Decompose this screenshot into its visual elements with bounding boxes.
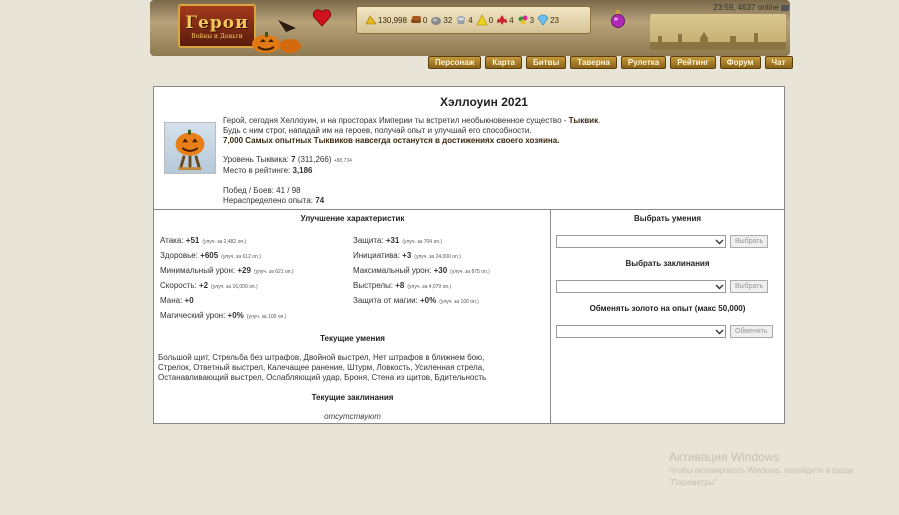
upgrade-link[interactable]: (улуч. за 24,000 оп.)	[414, 254, 461, 260]
upgrade-title: Улучшение характеристик	[300, 214, 405, 223]
stat-label: Инициатива:	[353, 251, 403, 260]
chevron-down-icon	[715, 282, 724, 291]
unassigned-value: 74	[315, 196, 325, 205]
activation-line-1: Чтобы активировать Windows, перейдите в разде	[669, 466, 854, 475]
exchange-select[interactable]	[556, 325, 726, 338]
level-delta: +88,734	[333, 158, 352, 164]
stat-value: +3	[402, 251, 412, 260]
stat-attack	[160, 236, 246, 245]
resource-mercury	[455, 14, 472, 26]
stat-label: Атака:	[160, 236, 186, 245]
stat-value: +0%	[227, 311, 244, 320]
mercury-icon	[455, 14, 467, 26]
stat-value: +0	[184, 296, 194, 305]
upgrade-link[interactable]: (улуч. за 612 оп.)	[221, 254, 261, 260]
creature-level	[223, 155, 523, 166]
resource-mercury-value: 4	[468, 15, 473, 25]
nav-roulette[interactable]: Рулетка	[621, 56, 666, 69]
resource-diamond-value: 23	[550, 15, 559, 25]
resource-gold	[365, 14, 407, 26]
stat-label: Здоровье:	[160, 251, 201, 260]
resource-crystal-value: 4	[509, 15, 514, 25]
rank-label: Место в рейтинге:	[223, 166, 293, 175]
choose-skills-title: Выбрать умения	[633, 214, 702, 223]
windows-activation-title: Активация Windows	[669, 450, 780, 464]
main-nav	[428, 56, 793, 70]
stat-label: Мана:	[160, 296, 185, 305]
skills-select[interactable]	[556, 235, 726, 248]
sulfur-icon	[476, 14, 488, 26]
stat-value: +8	[395, 281, 405, 290]
resource-wood	[410, 14, 427, 26]
resource-gems	[517, 14, 534, 26]
upgrade-link[interactable]: (улуч. за 100 оп.)	[439, 299, 479, 305]
gold-icon	[365, 14, 377, 26]
stat-value: +31	[385, 236, 400, 245]
nav-character[interactable]: Персонаж	[428, 56, 481, 69]
stat-min-damage	[160, 266, 294, 275]
stat-magic-defense	[353, 296, 479, 305]
skills-line-2: Стрелок, Ответный выстрел, Калечащее ранение, Штурм, Ловкость, Усиленная стрела,	[158, 363, 485, 372]
upgrade-link[interactable]: (улуч. за 875 оп.)	[450, 269, 490, 275]
online-icon[interactable]	[781, 5, 789, 11]
upgrade-link[interactable]: (улуч. за 16,000 оп.)	[211, 284, 258, 290]
stat-value: +605	[200, 251, 219, 260]
pumpkins-icon	[248, 18, 308, 54]
stat-shots	[353, 281, 451, 290]
stat-mana	[160, 296, 194, 305]
choose-skill-button[interactable]: Выбрать	[730, 235, 768, 248]
stat-value: +2	[199, 281, 209, 290]
game-header	[150, 0, 790, 72]
description-line-2: Будь с ним строг, нападай им на героев, получай опыт и улучшай его способности.	[223, 126, 532, 135]
resource-crystal	[496, 14, 513, 26]
level-value: 7	[291, 155, 296, 164]
nav-rating[interactable]: Рейтинг	[670, 56, 716, 69]
resource-sulfur	[476, 14, 493, 26]
description-suffix: .	[598, 116, 601, 125]
event-description	[223, 116, 763, 146]
stat-health	[160, 251, 261, 260]
stat-label: Защита:	[353, 236, 386, 245]
exchange-row	[556, 325, 773, 338]
stat-value: +0%	[420, 296, 437, 305]
skills-line-1: Большой щит, Стрельба без штрафов, Двойной выстрел, Нет штрафов в ближнем бою,	[158, 353, 485, 362]
stat-speed	[160, 281, 258, 290]
logo-title: Герои	[185, 12, 249, 33]
rank-value: 3,186	[292, 166, 313, 175]
unassigned-label: Нераспределено опыта:	[223, 196, 316, 205]
nav-map[interactable]: Карта	[485, 56, 522, 69]
stat-defense	[353, 236, 442, 245]
current-skills-list	[158, 353, 548, 383]
event-info	[154, 87, 784, 210]
choose-spells-title: Выбрать заклинания	[625, 259, 710, 268]
skills-line-3: Останавливающий выстрел, Ослабляющий удар, Броня, Стена из щитов, Бдительность	[158, 373, 487, 382]
resource-wood-value: 0	[422, 15, 428, 25]
wins-battles: Побед / Боев: 41 / 98	[223, 186, 301, 195]
choose-spell-button[interactable]: Выбрать	[730, 280, 768, 293]
upgrade-section	[154, 210, 551, 423]
activation-line-2: "Параметры".	[669, 478, 720, 487]
creature-name: Тыквик	[568, 116, 599, 125]
chevron-down-icon	[715, 237, 724, 246]
castle-skyline-image	[650, 14, 786, 50]
current-skills-title: Текущие умения	[320, 334, 385, 343]
ore-icon	[430, 14, 442, 26]
nav-chat[interactable]: Чат	[765, 56, 793, 69]
description-line-3: 7,000 Самых опытных Тыквиков навсегда останутся в достижениях своего хозяина.	[223, 136, 560, 145]
clock-text: 23:59, 4637 online	[713, 3, 779, 12]
heart-icon[interactable]	[312, 8, 332, 28]
pumpkin-creature-icon	[165, 123, 215, 173]
resource-ore-value: 32	[443, 15, 453, 25]
spells-select[interactable]	[556, 280, 726, 293]
upgrade-link[interactable]: (улуч. за 2,482 оп.)	[202, 239, 247, 245]
windows-activation-text	[669, 465, 899, 489]
nav-tavern[interactable]: Таверна	[570, 56, 617, 69]
nav-forum[interactable]: Форум	[720, 56, 761, 69]
potion-icon[interactable]	[610, 10, 626, 28]
description-prefix: Герой, сегодня Хеллоуин, и на просторах Империи ты встретил необыкновенное существо -	[223, 116, 569, 125]
logo-subtitle: Войны и Деньги	[191, 32, 243, 40]
upgrade-link[interactable]: (улуч. за 100 оп.)	[246, 314, 287, 320]
resources-panel	[356, 6, 591, 34]
pumpkin-avatar	[164, 122, 216, 174]
choose-spells-row	[556, 280, 768, 293]
creature-rank	[223, 166, 523, 176]
upgrade-link[interactable]: (улуч. за 621 оп.)	[253, 269, 294, 275]
current-spells-title: Текущие заклинания	[311, 393, 394, 402]
upgrade-link[interactable]: (улуч. за 704 оп.)	[402, 239, 442, 245]
diamond-icon	[537, 14, 549, 26]
creature-stats	[223, 155, 523, 206]
stat-label: Максимальный урон:	[353, 266, 434, 275]
resource-ore	[430, 14, 452, 26]
stat-value: +51	[185, 236, 200, 245]
exchange-button[interactable]: Обменять	[730, 325, 773, 338]
selection-section	[551, 210, 784, 423]
stat-value: +30	[433, 266, 448, 275]
crystal-icon	[496, 14, 508, 26]
gem-cluster-icon	[517, 14, 529, 26]
resource-gold-value: 130,998	[378, 15, 407, 25]
stat-label: Защита от магии:	[353, 296, 420, 305]
level-label: Уровень Тыквика:	[223, 155, 292, 164]
server-clock	[713, 3, 789, 12]
event-title: Хэллоуин 2021	[440, 95, 528, 109]
current-spells-value: отсутствуют	[324, 412, 381, 421]
stat-max-damage	[353, 266, 490, 275]
choose-skills-row	[556, 235, 768, 248]
game-logo[interactable]	[178, 4, 256, 48]
exchange-title: Обменять золото на опыт (макс 50,000)	[589, 304, 746, 313]
stat-label: Скорость:	[160, 281, 199, 290]
upgrade-link[interactable]: (улуч. за 4,079 оп.)	[407, 284, 452, 290]
stat-label: Выстрелы:	[353, 281, 396, 290]
level-exp: (311,266)	[297, 155, 332, 164]
resource-diamond	[537, 14, 559, 26]
stat-label: Минимальный урон:	[160, 266, 238, 275]
resource-sulfur-value: 0	[488, 15, 494, 25]
description-line-1	[223, 116, 763, 126]
resource-gems-value: 3	[529, 15, 535, 25]
chevron-down-icon	[715, 327, 724, 336]
nav-battles[interactable]: Битвы	[526, 56, 566, 69]
unassigned-exp	[223, 196, 523, 206]
stat-initiative	[353, 251, 461, 260]
stat-magic-damage	[160, 311, 286, 320]
stat-label: Магический урон:	[160, 311, 228, 320]
halloween-panel	[153, 86, 785, 424]
stat-value: +29	[237, 266, 251, 275]
wood-icon	[410, 14, 422, 26]
